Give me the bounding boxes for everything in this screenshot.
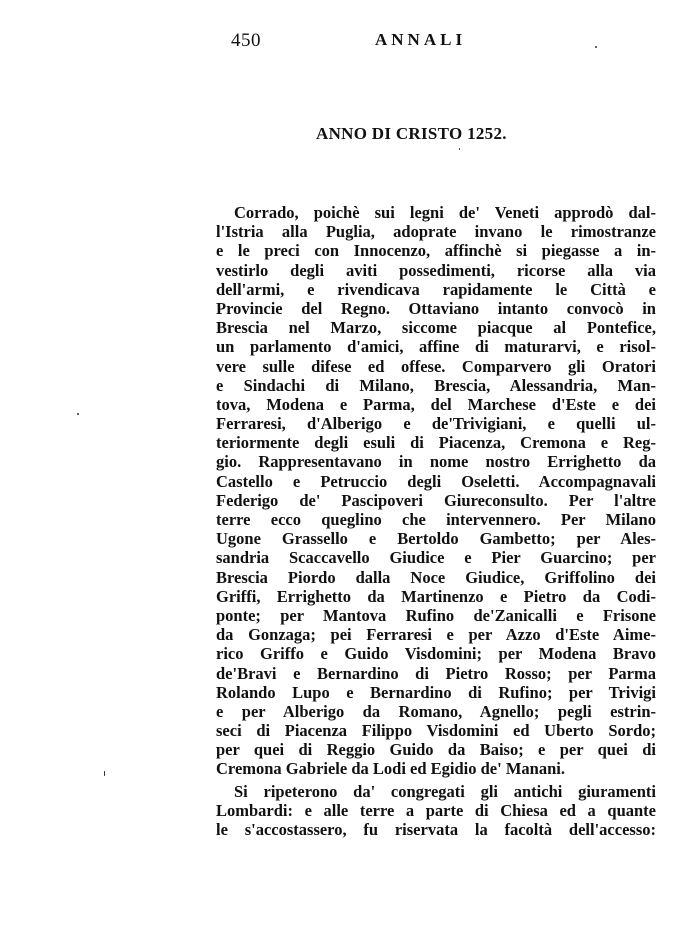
text-line: l'Istria alla Puglia, adoprate invano le rimostranze xyxy=(216,222,656,242)
body-text xyxy=(216,203,656,839)
text-line: per quei di Reggio Guido da Baiso; e per quei di xyxy=(216,740,656,760)
text-line: Rolando Lupo e Bernardino di Rufino; per Trivigi xyxy=(216,682,656,702)
text-line: Federigo de' Pascipoveri Giureconsulto. Per l'altre xyxy=(216,490,656,510)
text-line: teriormente degli esuli di Piacenza, Cremona e Reg- xyxy=(216,433,656,453)
section-title: ANNO DI CRISTO 1252. xyxy=(316,124,507,143)
text-line: Brescia nel Marzo, siccome piacque al Pontefice, xyxy=(216,318,656,338)
text-line: Ferraresi, d'Alberigo e de'Trivigiani, e quelli ul- xyxy=(216,414,656,434)
text-line: vestirlo degli aviti possedimenti, ricorse alla via xyxy=(216,260,656,280)
text-line: Corrado, poichè sui legni de' Veneti approdò dal- xyxy=(234,203,656,222)
text-line: terre ecco queglino che intervennero. Per Milano xyxy=(216,510,656,529)
paragraph-2 xyxy=(216,782,656,840)
text-line: tova, Modena e Parma, del Marchese d'Este e dei xyxy=(216,394,656,414)
text-line: un parlamento d'amici, affine di maturarvi, e risol- xyxy=(216,337,656,357)
text-line: Lombardi: e alle terre a parte di Chiesa ed a quante xyxy=(216,800,656,820)
text-line: e le preci con Innocenzo, affinchè si piegasse a in- xyxy=(216,241,656,261)
text-line: Griffi, Errighetto da Martinenzo e Pietro da Codi- xyxy=(216,586,656,606)
page-number: 450 xyxy=(231,30,261,51)
text-line: de'Bravi e Bernardino di Pietro Rosso; per Parma xyxy=(216,663,656,683)
text-line: le s'accostassero, fu riservata la facoltà dell'accesso: xyxy=(216,820,656,839)
running-title: ANNALI xyxy=(375,30,467,49)
text-line: e per Alberigo da Romano, Agnello; pegli estrin- xyxy=(216,701,656,721)
paragraph-1 xyxy=(216,203,656,779)
text-line: Si ripeterono da' congregati gli antichi giuramenti xyxy=(234,781,656,801)
running-head xyxy=(0,30,700,54)
text-line: rico Griffo e Guido Visdomini; per Modena Bravo xyxy=(216,644,656,664)
text-line: da Gonzaga; pei Ferraresi e per Azzo d'Este Aime- xyxy=(216,625,656,645)
text-line: e Sindachi di Milano, Brescia, Alessandria, Man- xyxy=(216,375,656,395)
text-line: sandria Scaccavello Giudice e Pier Guarcino; per xyxy=(216,548,656,568)
text-line: dell'armi, e rivendicava rapidamente le Città e xyxy=(216,279,656,299)
text-line: Provincie del Regno. Ottaviano intanto convocò in xyxy=(216,298,656,318)
text-line: gio. Rappresentavano in nome nostro Errighetto da xyxy=(216,452,656,472)
text-line: ponte; per Mantova Rufino de'Zanicalli e Frisone xyxy=(216,605,656,625)
text-line: Ugone Grassello e Bertoldo Gambetto; per Ales- xyxy=(216,529,656,549)
text-line: seci di Piacenza Filippo Visdomini ed Uberto Sordo; xyxy=(216,721,656,741)
text-line: Cremona Gabriele da Lodi ed Egidio de' Manani. xyxy=(216,759,565,779)
text-line: Castello e Petruccio degli Oseletti. Accompagnavali xyxy=(216,471,656,491)
text-line: Brescia Piordo dalla Noce Giudice, Griffolino dei xyxy=(216,567,656,587)
text-line: vere sulle difese ed offese. Comparvero gli Oratori xyxy=(216,356,656,376)
